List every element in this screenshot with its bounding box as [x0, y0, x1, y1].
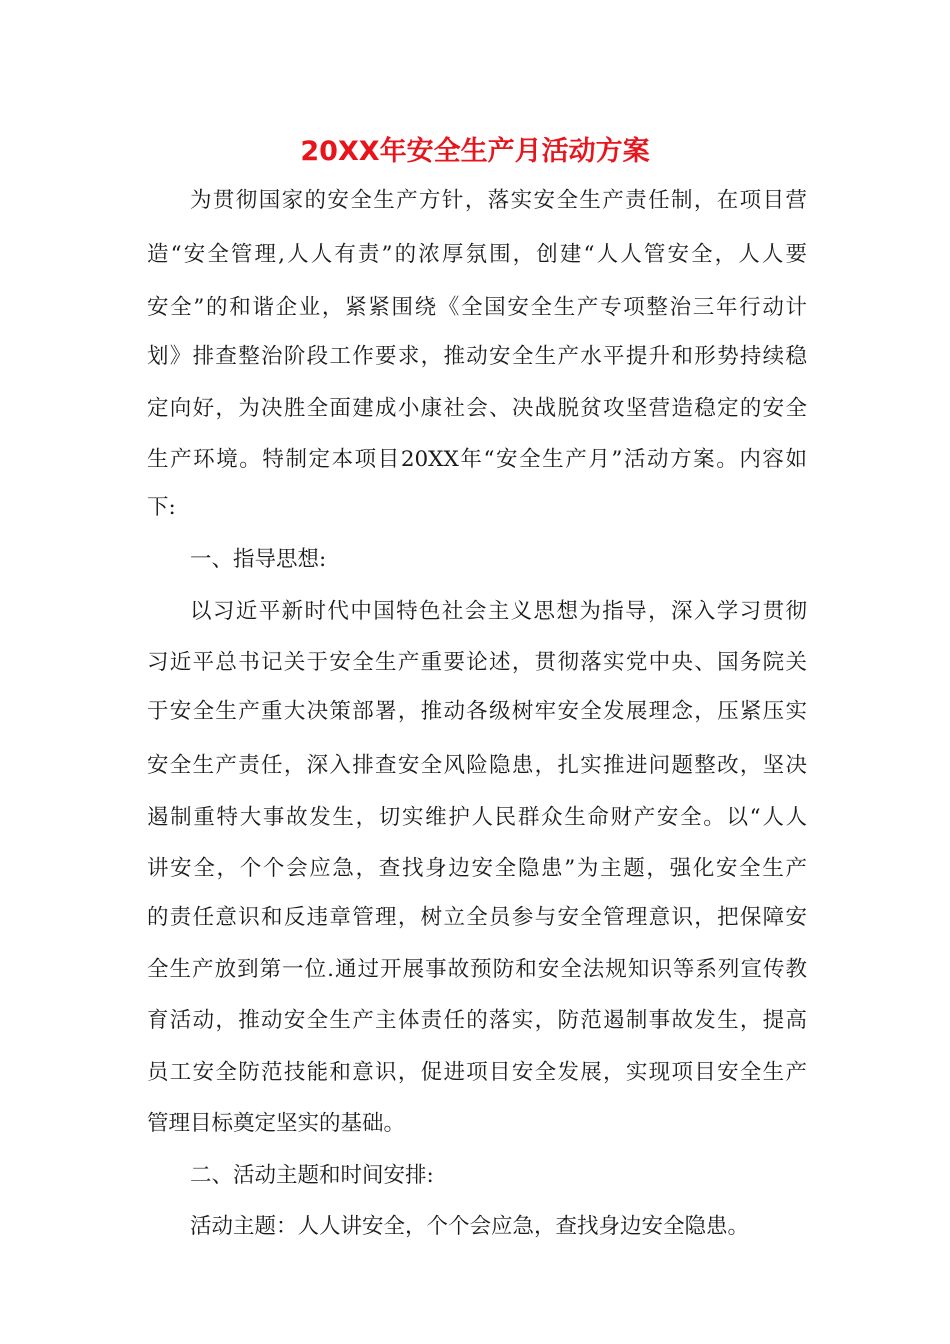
paragraph-line: 员工安全防范技能和意识，促进项目安全发展，实现项目安全生产: [147, 1060, 807, 1085]
paragraph-line: 造“安全管理,人人有责”的浓厚氛围，创建“人人管安全，人人要: [147, 242, 807, 267]
paragraph-line: 遏制重特大事故发生，切实维护人民群众生命财产安全。以“人人: [147, 805, 807, 830]
section-heading: 一、指导思想:: [190, 547, 327, 572]
paragraph-line: 于安全生产重大决策部署，推动各级树牢安全发展理念，压紧压实: [147, 699, 807, 724]
paragraph-line: 下:: [147, 495, 176, 520]
paragraph-line: 的责任意识和反违章管理，树立全员参与安全管理意识，把保障安: [147, 905, 807, 930]
paragraph-line: 生产环境。特制定本项目20XX年“安全生产月”活动方案。内容如: [147, 447, 807, 472]
paragraph-line: 为贯彻国家的安全生产方针，落实安全生产责任制，在项目营: [190, 188, 807, 213]
paragraph-line: 讲安全，个个会应急，查找身边安全隐患”为主题，强化安全生产: [147, 856, 807, 881]
paragraph-line: 活动主题：人人讲安全，个个会应急，查找身边安全隐患。: [190, 1214, 750, 1239]
paragraph-line: 安全生产责任，深入排查安全风险隐患，扎实推进问题整改，坚决: [147, 753, 807, 778]
document-title: 20XX年安全生产月活动方案: [300, 136, 650, 167]
section-heading: 二、活动主题和时间安排:: [190, 1163, 434, 1188]
paragraph-line: 全生产放到第一位.通过开展事故预防和安全法规知识等系列宣传教: [147, 957, 807, 982]
paragraph-line: 育活动，推动安全生产主体责任的落实，防范遏制事故发生，提高: [147, 1008, 807, 1033]
paragraph-line: 定向好，为决胜全面建成小康社会、决战脱贫攻坚营造稳定的安全: [147, 396, 807, 421]
paragraph-line: 习近平总书记关于安全生产重要论述，贯彻落实党中央、国务院关: [147, 650, 807, 675]
paragraph-line: 以习近平新时代中国特色社会主义思想为指导，深入学习贯彻: [190, 599, 807, 624]
paragraph-line: 安全”的和谐企业，紧紧围绕《全国安全生产专项整治三年行动计: [147, 295, 807, 320]
paragraph-line: 划》排查整治阶段工作要求，推动安全生产水平提升和形势持续稳: [147, 344, 807, 369]
paragraph-line: 管理目标奠定坚实的基础。: [147, 1111, 406, 1136]
